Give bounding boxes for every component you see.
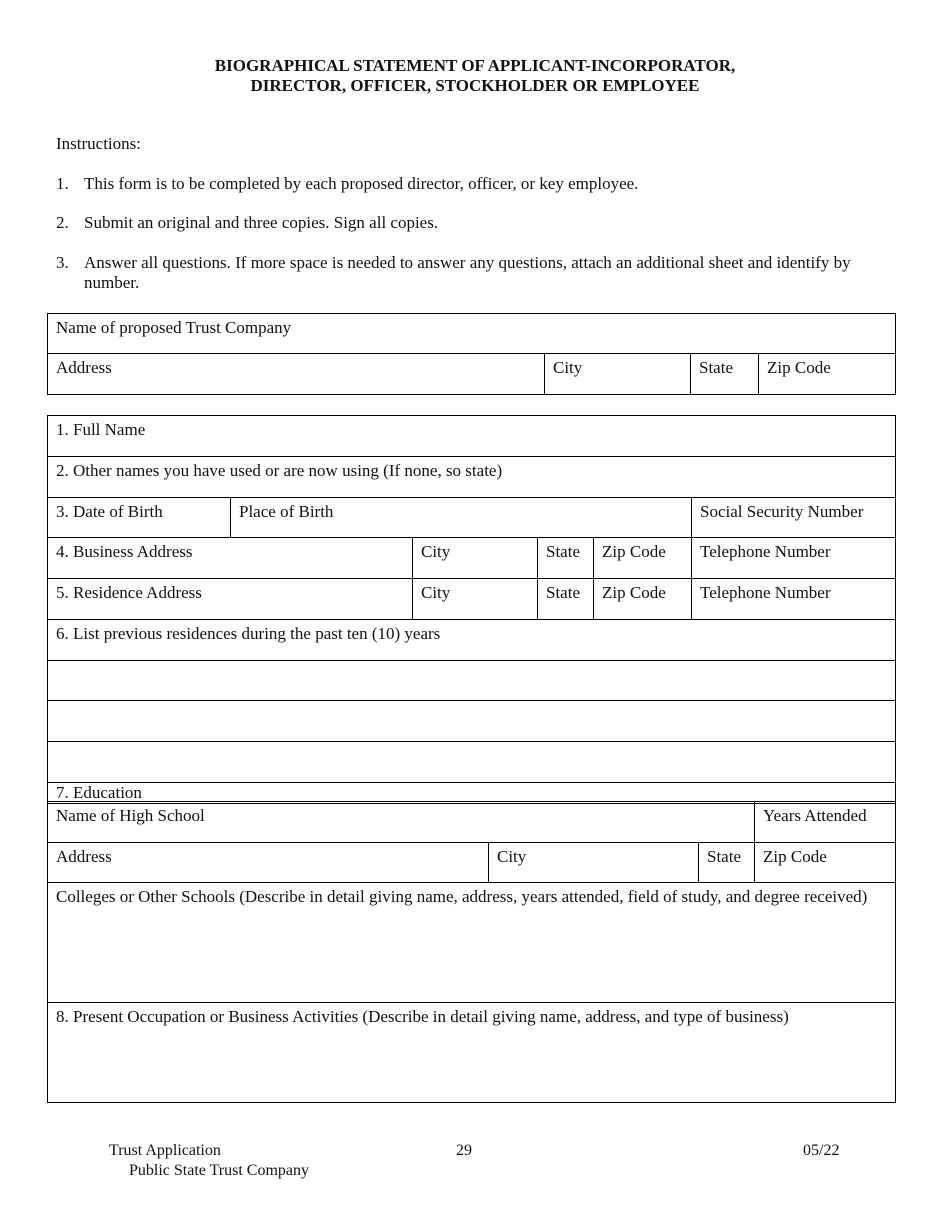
business-city-field[interactable]	[413, 538, 538, 579]
education-label: 7. Education	[56, 783, 142, 802]
trust-company-name-field[interactable]	[48, 314, 896, 354]
residence-address-field[interactable]	[48, 579, 413, 620]
residence-zip-label: Zip Code	[602, 583, 666, 602]
company-city-field[interactable]	[545, 354, 691, 395]
colleges-field[interactable]	[48, 883, 896, 1003]
education-table	[47, 801, 896, 1103]
instruction-number: 1.	[56, 174, 69, 193]
revision-date: 05/22	[803, 1142, 840, 1159]
school-zip-field[interactable]	[755, 843, 896, 883]
residence-telephone-field[interactable]	[692, 579, 896, 620]
company-table	[47, 313, 896, 395]
other-names-label: 2. Other names you have used or are now using (If none, so state)	[56, 461, 503, 480]
residence-city-label: City	[421, 583, 451, 602]
instruction-text: Answer all questions. If more space is needed to answer any questions, attach an additional sheet and identify by number.	[84, 253, 851, 292]
school-address-field[interactable]	[48, 843, 489, 883]
form-title-line1: BIOGRAPHICAL STATEMENT OF APPLICANT-INCORPORATOR,	[214, 56, 736, 75]
years-attended-field[interactable]	[755, 802, 896, 843]
residence-address-label: 5. Residence Address	[56, 583, 202, 602]
business-zip-field[interactable]	[594, 538, 692, 579]
high-school-label: Name of High School	[56, 806, 205, 825]
company-address-label: Address	[56, 358, 112, 377]
place-of-birth-field[interactable]	[231, 498, 692, 538]
previous-residences-field[interactable]	[48, 620, 896, 661]
colleges-label: Colleges or Other Schools (Describe in detail giving name, address, years attended, field of study, and degree received)	[56, 887, 868, 906]
company-address-field[interactable]	[48, 354, 545, 395]
school-city-label: City	[497, 847, 527, 866]
residence-state-label: State	[546, 583, 580, 602]
instructions-heading: Instructions:	[56, 134, 141, 153]
previous-residence-line[interactable]	[48, 742, 896, 783]
years-attended-label: Years Attended	[763, 806, 867, 825]
form-title	[0, 56, 950, 96]
business-telephone-label: Telephone Number	[700, 542, 831, 561]
date-of-birth-label: 3. Date of Birth	[56, 502, 163, 521]
company-zip-label: Zip Code	[767, 358, 831, 377]
business-state-field[interactable]	[538, 538, 594, 579]
footer-company: Public State Trust Company	[129, 1162, 310, 1179]
business-telephone-field[interactable]	[692, 538, 896, 579]
company-zip-field[interactable]	[759, 354, 896, 395]
place-of-birth-label: Place of Birth	[239, 502, 334, 521]
previous-residence-line[interactable]	[48, 701, 896, 742]
trust-company-name-label: Name of proposed Trust Company	[56, 318, 292, 337]
instruction-number: 3.	[56, 253, 69, 272]
company-state-field[interactable]	[691, 354, 759, 395]
school-zip-label: Zip Code	[763, 847, 827, 866]
ssn-field[interactable]	[692, 498, 896, 538]
previous-residence-line[interactable]	[48, 661, 896, 701]
residence-city-field[interactable]	[413, 579, 538, 620]
instruction-text: Submit an original and three copies. Sign all copies.	[84, 213, 439, 232]
company-state-label: State	[699, 358, 733, 377]
business-address-label: 4. Business Address	[56, 542, 193, 561]
footer-application: Trust Application	[109, 1142, 221, 1159]
full-name-field[interactable]	[48, 416, 896, 457]
applicant-table	[47, 415, 896, 804]
business-zip-label: Zip Code	[602, 542, 666, 561]
business-address-field[interactable]	[48, 538, 413, 579]
previous-residences-label: 6. List previous residences during the past ten (10) years	[56, 624, 441, 643]
school-address-label: Address	[56, 847, 112, 866]
full-name-label: 1. Full Name	[56, 420, 146, 439]
school-state-field[interactable]	[699, 843, 755, 883]
company-city-label: City	[553, 358, 583, 377]
instruction-number: 2.	[56, 213, 69, 232]
form-title-line2: DIRECTOR, OFFICER, STOCKHOLDER OR EMPLOYEE	[250, 76, 700, 95]
residence-state-field[interactable]	[538, 579, 594, 620]
ssn-label: Social Security Number	[700, 502, 864, 521]
page-number: 29	[456, 1142, 472, 1159]
business-city-label: City	[421, 542, 451, 561]
residence-telephone-label: Telephone Number	[700, 583, 831, 602]
occupation-field[interactable]	[48, 1003, 896, 1103]
occupation-label: 8. Present Occupation or Business Activities (Describe in detail giving name, address, and type of business)	[56, 1007, 789, 1026]
other-names-field[interactable]	[48, 457, 896, 498]
instruction-text: This form is to be completed by each proposed director, officer, or key employee.	[84, 174, 639, 193]
school-state-label: State	[707, 847, 741, 866]
high-school-field[interactable]	[48, 802, 755, 843]
residence-zip-field[interactable]	[594, 579, 692, 620]
school-city-field[interactable]	[489, 843, 699, 883]
date-of-birth-field[interactable]	[48, 498, 231, 538]
business-state-label: State	[546, 542, 580, 561]
